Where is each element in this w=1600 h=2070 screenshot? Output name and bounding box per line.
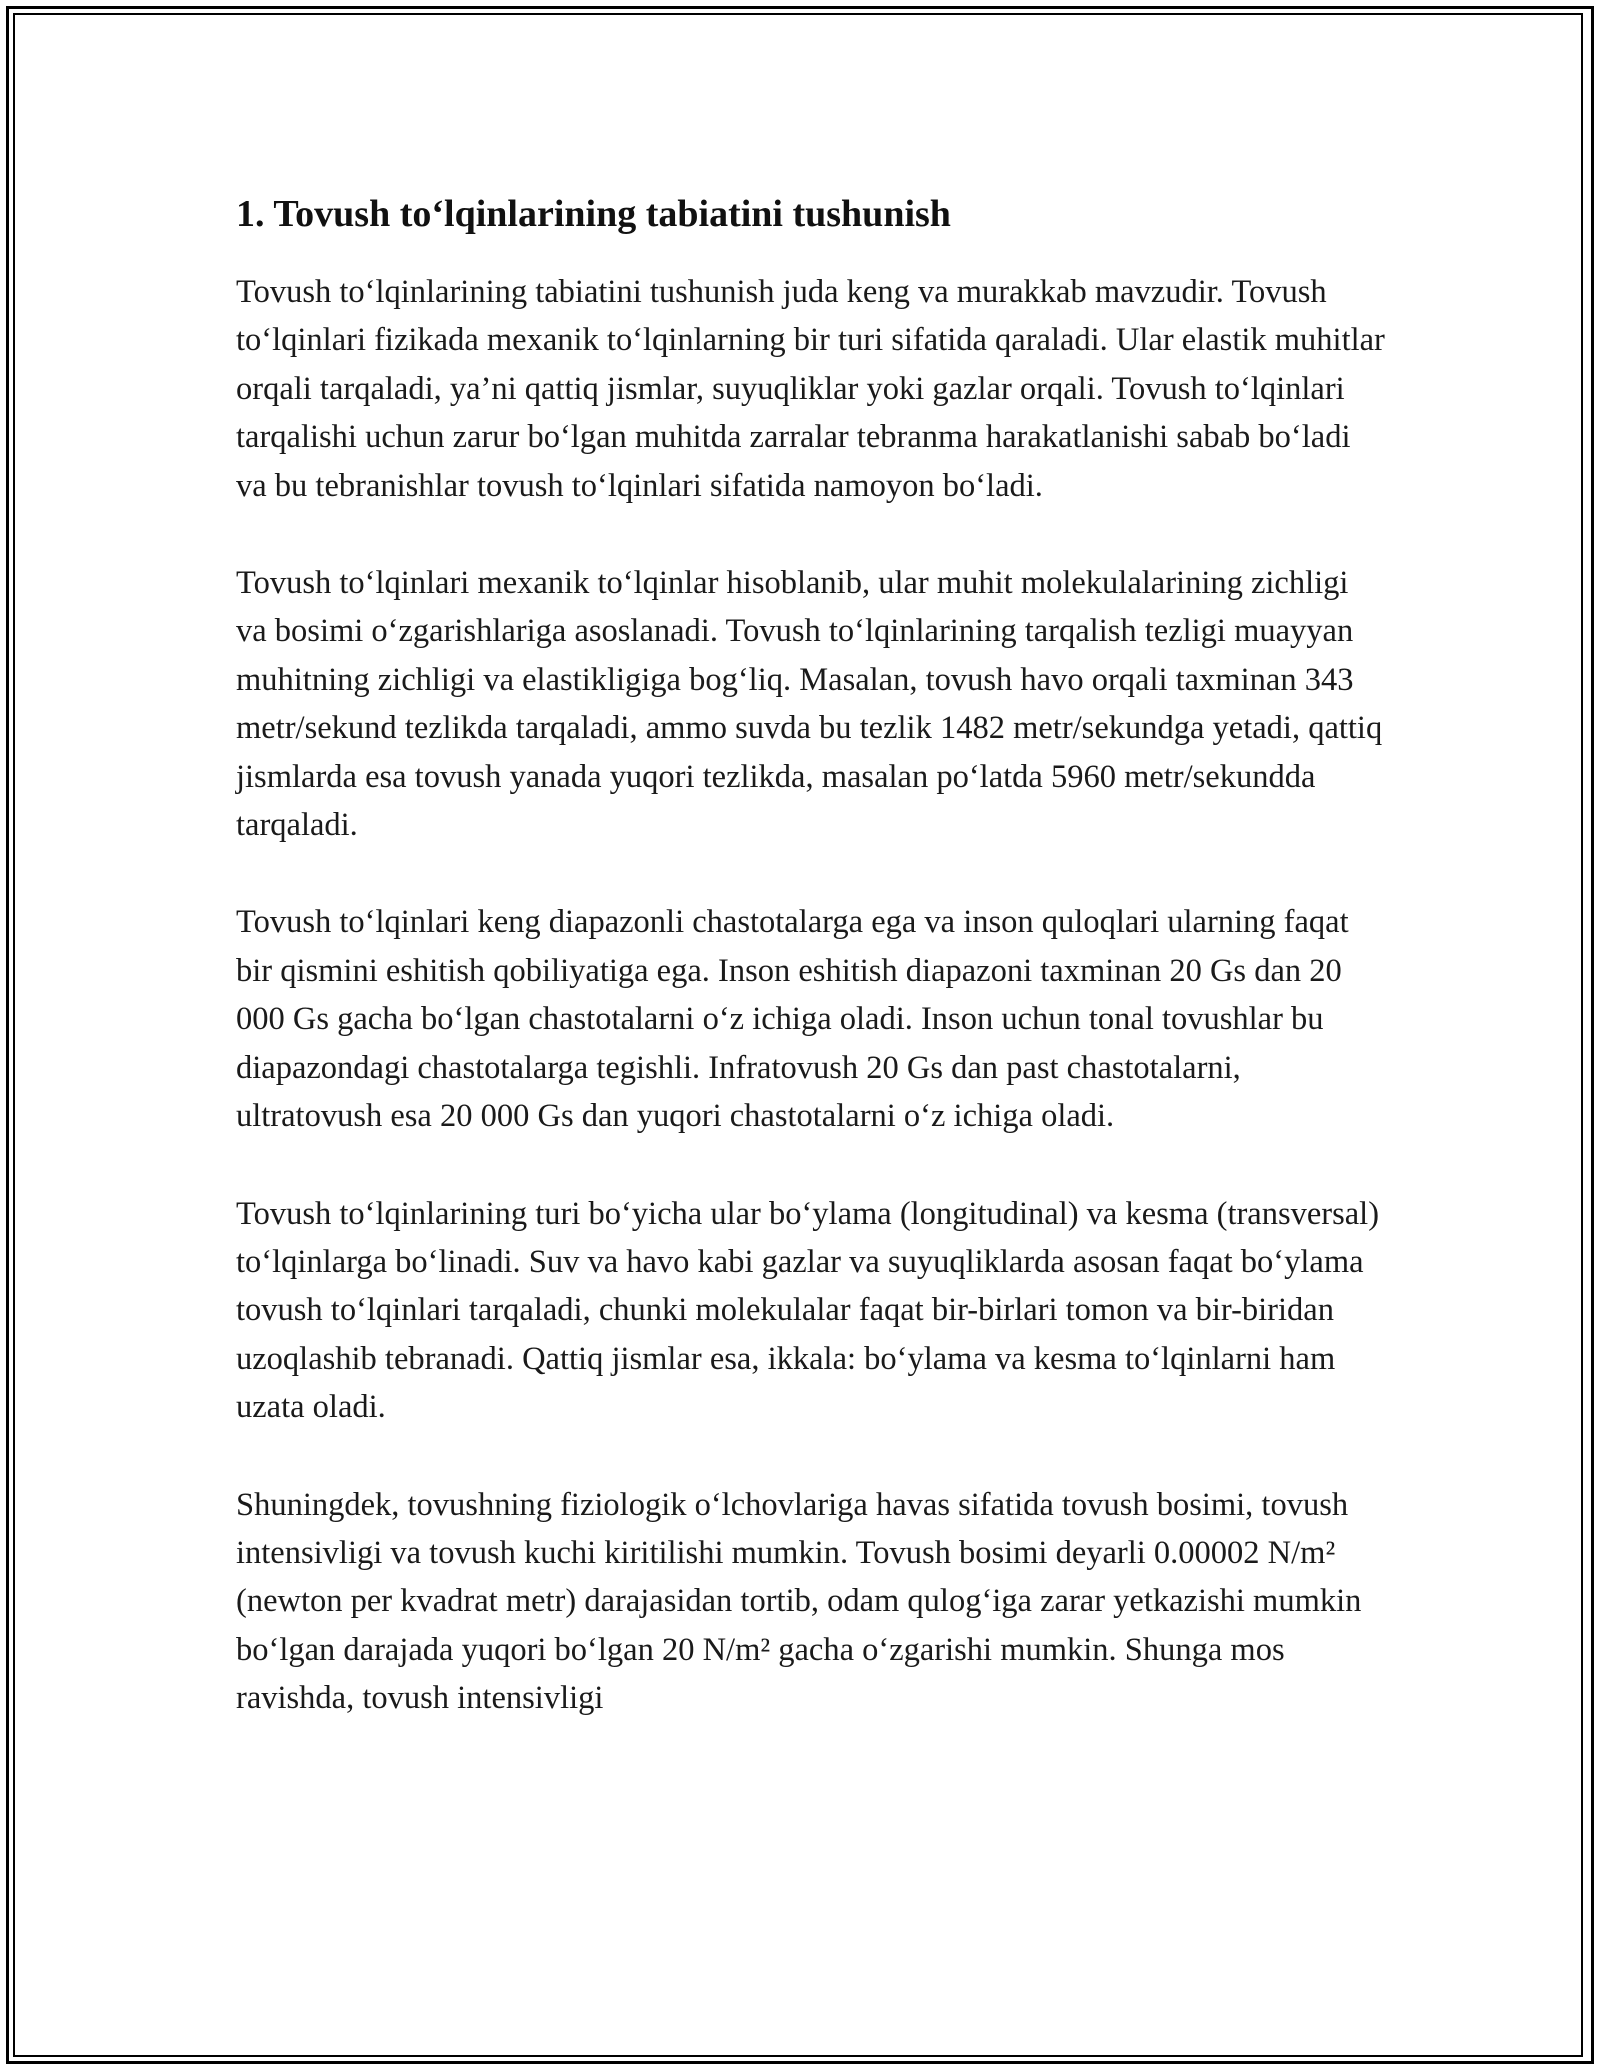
paragraph: Tovush to‘lqinlari keng diapazonli chastotalarga ega va inson quloqlari ularning faqat bir qismini eshitish qobiliyatiga ega. Inson eshitish diapazoni taxminan 20 Gs dan 20 000 Gs gacha bo‘lgan chastotalarni o‘z ichiga oladi. Inson uchun tonal tovushlar bu diapazondagi chastotalarga tegishli. Infratovush 20 Gs dan past chastotalarni, ultratovush esa 20 000 Gs dan yuqori chastotalarni o‘z ichiga oladi. (236, 904, 1349, 1135)
paragraph: Tovush to‘lqinlari mexanik to‘lqinlar hisoblanib, ular muhit molekulalarining zichligi va bosimi o‘zgarishlariga asoslanadi. Tovush to‘lqinlarining tarqalish tezligi muayyan muhitning zichligi va elastikligiga bog‘liq. Masalan, tovush havo orqali taxminan 343 metr/sekund tezlikda tarqaladi, ammo suvda bu tezlik 1482 metr/sekundga yetadi, qattiq jismlarda esa tovush yanada yuqori tezlikda, masalan po‘latda 5960 metr/sekundda tarqaladi. (236, 565, 1383, 844)
section-heading: 1. Tovush to‘lqinlarining tabiatini tushunish (236, 193, 951, 235)
document-body (236, 186, 1386, 1772)
paragraph: Tovush to‘lqinlarining tabiatini tushunish juda keng va murakkab mavzudir. Tovush to‘lqinlari fizikada mexanik to‘lqinlarning bir turi sifatida qaraladi. Ular elastik muhitlar orqali tarqaladi, ya’ni qattiq jismlar, suyuqliklar yoki gazlar orqali. Tovush to‘lqinlari tarqalishi uchun zarur bo‘lgan muhitda zarralar tebranma harakatlanishi sabab bo‘ladi va bu tebranishlar tovush to‘lqinlari sifatida namoyon bo‘ladi. (236, 274, 1385, 504)
paragraph: Tovush to‘lqinlarining turi bo‘yicha ular bo‘ylama (longitudinal) va kesma (transversal) to‘lqinlarga bo‘linadi. Suv va havo kabi gazlar va suyuqliklarda asosan faqat bo‘ylama tovush to‘lqinlari tarqaladi, chunki molekulalar faqat bir-birlari tomon va bir-biridan uzoqlashib tebranadi. Qattiq jismlar esa, ikkala: bo‘ylama va kesma to‘lqinlarni ham uzata oladi. (236, 1195, 1380, 1426)
paragraph: Shuningdek, tovushning fiziologik o‘lchovlariga havas sifatida tovush bosimi, tovush intensivligi va tovush kuchi kiritilishi mumkin. Tovush bosimi deyarli 0.00002 N/m² (newton per kvadrat metr) darajasidan tortib, odam qulog‘iga zarar yetkazishi mumkin bo‘lgan darajada yuqori bo‘lgan 20 N/m² gacha o‘zgarishi mumkin. Shunga mos ravishda, tovush intensivligi (236, 1486, 1362, 1717)
